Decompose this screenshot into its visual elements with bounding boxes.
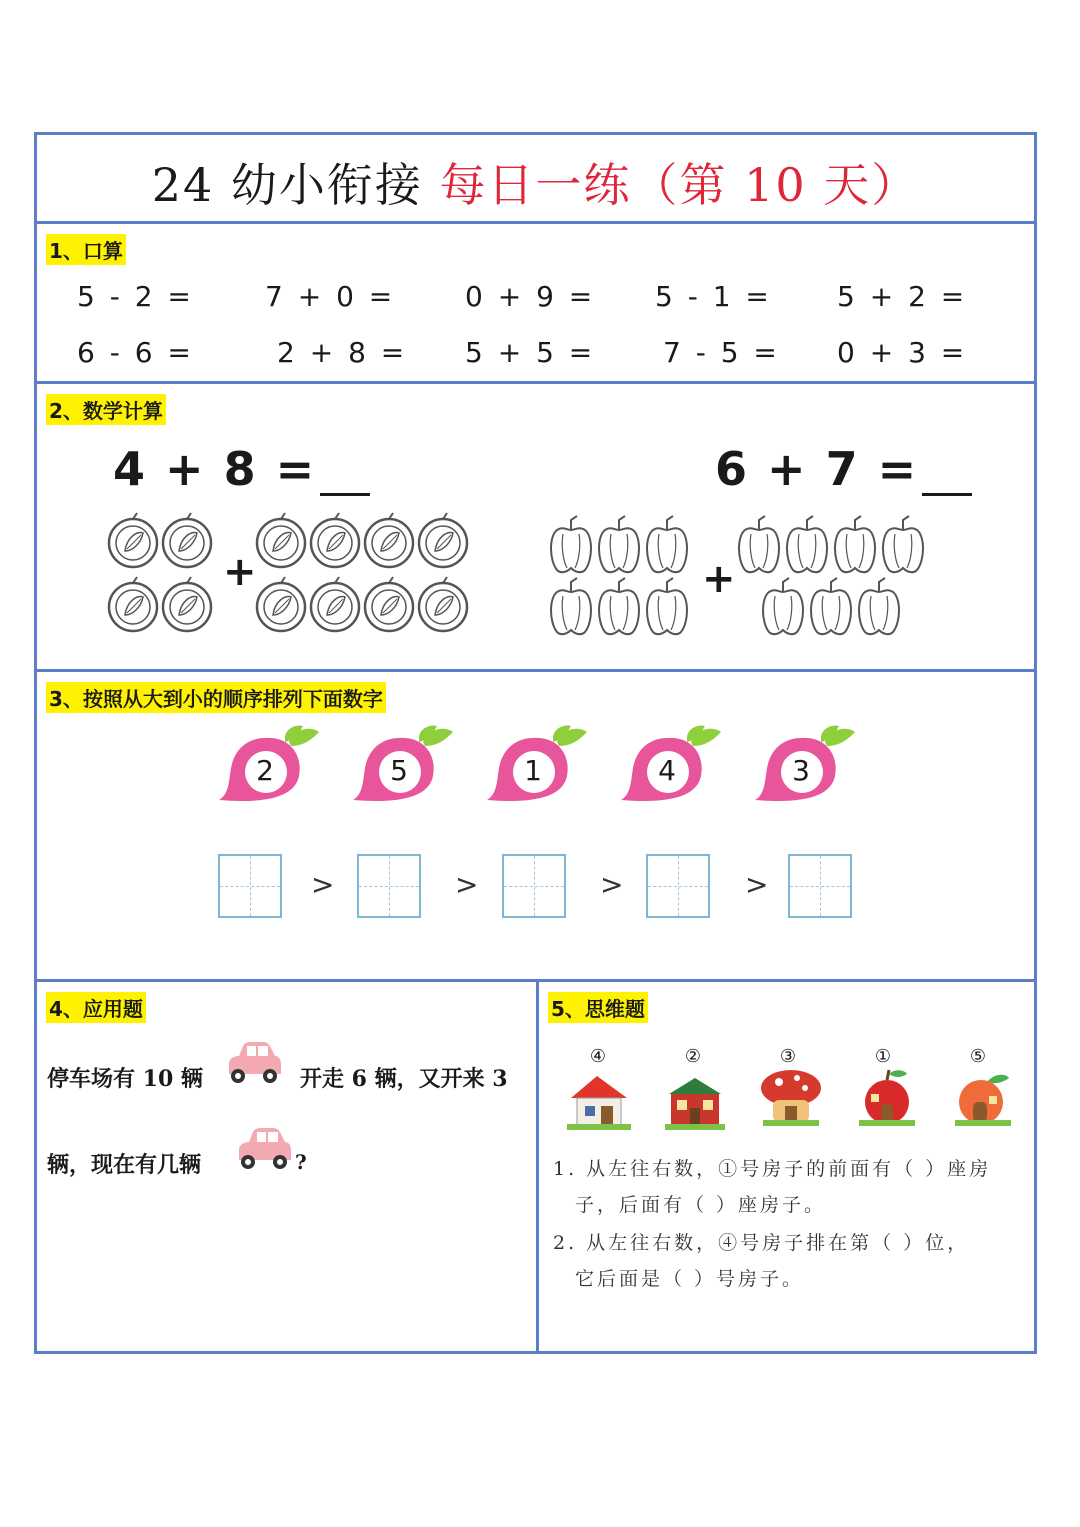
radish-card <box>219 724 319 814</box>
section-picture-math <box>34 381 1037 672</box>
pepper-icon <box>811 578 851 634</box>
equation: 5 + 5 = <box>465 336 596 369</box>
pepper-icon <box>599 516 639 572</box>
left-equation <box>113 442 370 496</box>
section-ordering <box>34 669 1037 982</box>
page-title <box>37 149 1034 215</box>
car-icon <box>233 1126 293 1172</box>
greater-than-sign: > <box>455 868 479 901</box>
peach-icon <box>365 577 413 631</box>
title-prefix: 24 幼小衔接 <box>151 158 440 212</box>
section-word-problem <box>34 979 539 1354</box>
left-equation-text: 4 + 8 = <box>113 442 317 496</box>
section4-label: 4、应用题 <box>46 992 146 1023</box>
equation: 0 + 3 = <box>837 336 968 369</box>
answer-blank[interactable] <box>922 452 972 496</box>
pepper-icon <box>551 516 591 572</box>
radish-card <box>487 724 587 814</box>
car-icon <box>223 1040 283 1086</box>
pepper-icon <box>763 578 803 634</box>
section-mental-math <box>34 221 1037 384</box>
house-icon <box>567 1072 631 1130</box>
right-equation <box>715 442 972 496</box>
house-number: ① <box>874 1046 892 1067</box>
pepper-group <box>547 512 937 642</box>
greater-than-sign: > <box>600 868 624 901</box>
pepper-icon <box>787 516 827 572</box>
pepper-icon <box>859 578 899 634</box>
peach-icon <box>257 577 305 631</box>
question-text: 子，后面有（ ）座房子。 <box>575 1194 827 1216</box>
section2-label: 2、数学计算 <box>46 394 166 425</box>
equation: 6 - 6 = <box>77 336 194 369</box>
problem-text: 停车场有 10 辆 <box>47 1066 203 1092</box>
peach-icon <box>365 513 413 567</box>
house-icon <box>951 1066 1015 1130</box>
pepper-icon <box>739 516 779 572</box>
radish-number: 2 <box>256 754 274 787</box>
equation: 2 + 8 = <box>277 336 408 369</box>
peach-icon <box>163 577 211 631</box>
radish-number: 1 <box>524 754 542 787</box>
peach-icon <box>163 513 211 567</box>
greater-than-sign: > <box>311 868 335 901</box>
pepper-icon <box>835 516 875 572</box>
radish-card <box>621 724 721 814</box>
peach-icon <box>311 513 359 567</box>
answer-box[interactable] <box>788 854 852 918</box>
house-icon <box>855 1066 919 1130</box>
question-mark: ? <box>295 1150 307 1174</box>
house-icon <box>663 1072 727 1130</box>
peach-icon <box>311 577 359 631</box>
peach-icon <box>109 513 157 567</box>
radish-number: 4 <box>658 754 676 787</box>
worksheet <box>34 132 1037 1354</box>
answer-box[interactable] <box>218 854 282 918</box>
pepper-icon <box>647 516 687 572</box>
problem-text: 开走 6 辆，又开来 3 <box>300 1066 508 1092</box>
title-highlight: 每日一练（第 10 天） <box>439 158 920 212</box>
house-number: ③ <box>779 1046 797 1067</box>
peach-icon <box>419 513 467 567</box>
equation: 5 - 1 = <box>655 280 772 313</box>
greater-than-sign: > <box>745 868 769 901</box>
peach-icon <box>109 577 157 631</box>
equation: 0 + 9 = <box>465 280 596 313</box>
pepper-icon <box>551 578 591 634</box>
house-number: ⑤ <box>969 1046 987 1067</box>
answer-box[interactable] <box>357 854 421 918</box>
section5-label: 5、思维题 <box>548 992 648 1023</box>
answer-blank[interactable] <box>320 452 370 496</box>
peach-icon <box>257 513 305 567</box>
question-text: 2. 从左往右数，④号房子排在第（ ）位， <box>553 1232 970 1254</box>
peach-group <box>107 509 487 639</box>
equation: 5 - 2 = <box>77 280 194 313</box>
section3-label: 3、按照从大到小的顺序排列下面数字 <box>46 682 386 713</box>
radish-number: 3 <box>792 754 810 787</box>
house-number: ④ <box>589 1046 607 1067</box>
equation: 5 + 2 = <box>837 280 968 313</box>
pepper-icon <box>647 578 687 634</box>
answer-box[interactable] <box>502 854 566 918</box>
answer-box[interactable] <box>646 854 710 918</box>
question-text: 1. 从左往右数，①号房子的前面有（ ）座房 <box>553 1158 992 1180</box>
peach-icon <box>419 577 467 631</box>
question-text: 它后面是（ ）号房子。 <box>575 1268 805 1290</box>
plus-sign: + <box>702 556 736 602</box>
right-equation-text: 6 + 7 = <box>715 442 919 496</box>
house-number: ② <box>684 1046 702 1067</box>
plus-sign: + <box>223 549 257 595</box>
section-thinking <box>536 979 1037 1354</box>
pepper-icon <box>599 578 639 634</box>
equation: 7 + 0 = <box>265 280 396 313</box>
radish-card <box>755 724 855 814</box>
title-box <box>34 132 1037 224</box>
house-icon <box>759 1066 823 1130</box>
pepper-icon <box>883 516 923 572</box>
equation: 7 - 5 = <box>663 336 780 369</box>
radish-number: 5 <box>390 754 408 787</box>
radish-card <box>353 724 453 814</box>
problem-text: 辆，现在有几辆 <box>47 1152 202 1178</box>
section1-label: 1、口算 <box>46 234 126 265</box>
